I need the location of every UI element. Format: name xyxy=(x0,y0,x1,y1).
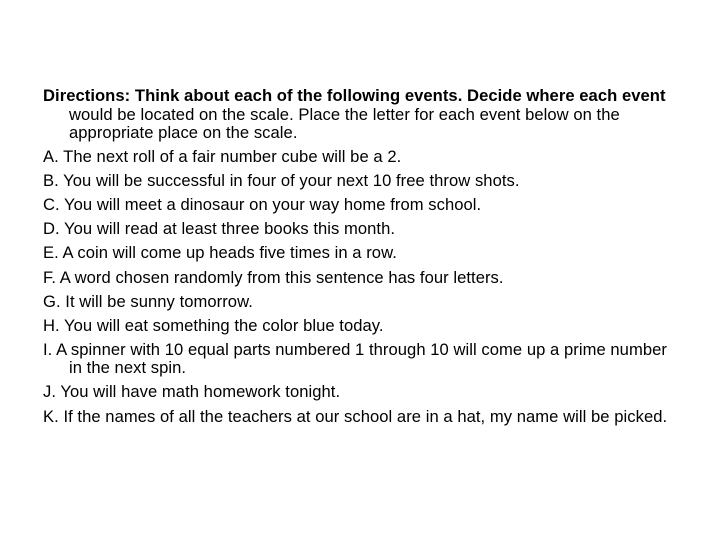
event-item-f: F. A word chosen randomly from this sentence has four letters. xyxy=(43,267,504,287)
event-item-d: D. You will read at least three books this month. xyxy=(43,219,396,239)
event-item-j: J. You will have math homework tonight. xyxy=(43,382,341,402)
event-item-g: G. It will be sunny tomorrow. xyxy=(43,291,253,311)
directions-paragraph xyxy=(43,87,683,143)
event-item-i: I. A spinner with 10 equal parts numbered 1 through 10 will come up a prime number in the next spin. xyxy=(43,339,667,378)
directions-normal-text: would be located on the scale. Place the letter for each event below on the appropriate place on the scale. xyxy=(69,104,620,142)
event-item-h: H. You will eat something the color blue today. xyxy=(43,315,384,335)
event-item-a: A. The next roll of a fair number cube will be a 2. xyxy=(43,147,402,167)
event-item-c: C. You will meet a dinosaur on your way home from school. xyxy=(43,195,482,215)
event-item-k: K. If the names of all the teachers at our school are in a hat, my name will be picked. xyxy=(43,406,668,426)
event-item-e: E. A coin will come up heads five times in a row. xyxy=(43,243,397,263)
directions-text-block xyxy=(43,87,683,432)
event-item-b: B. You will be successful in four of your next 10 free throw shots. xyxy=(43,171,520,191)
directions-bold-text: Directions: Think about each of the following events. Decide where each event xyxy=(43,86,666,105)
